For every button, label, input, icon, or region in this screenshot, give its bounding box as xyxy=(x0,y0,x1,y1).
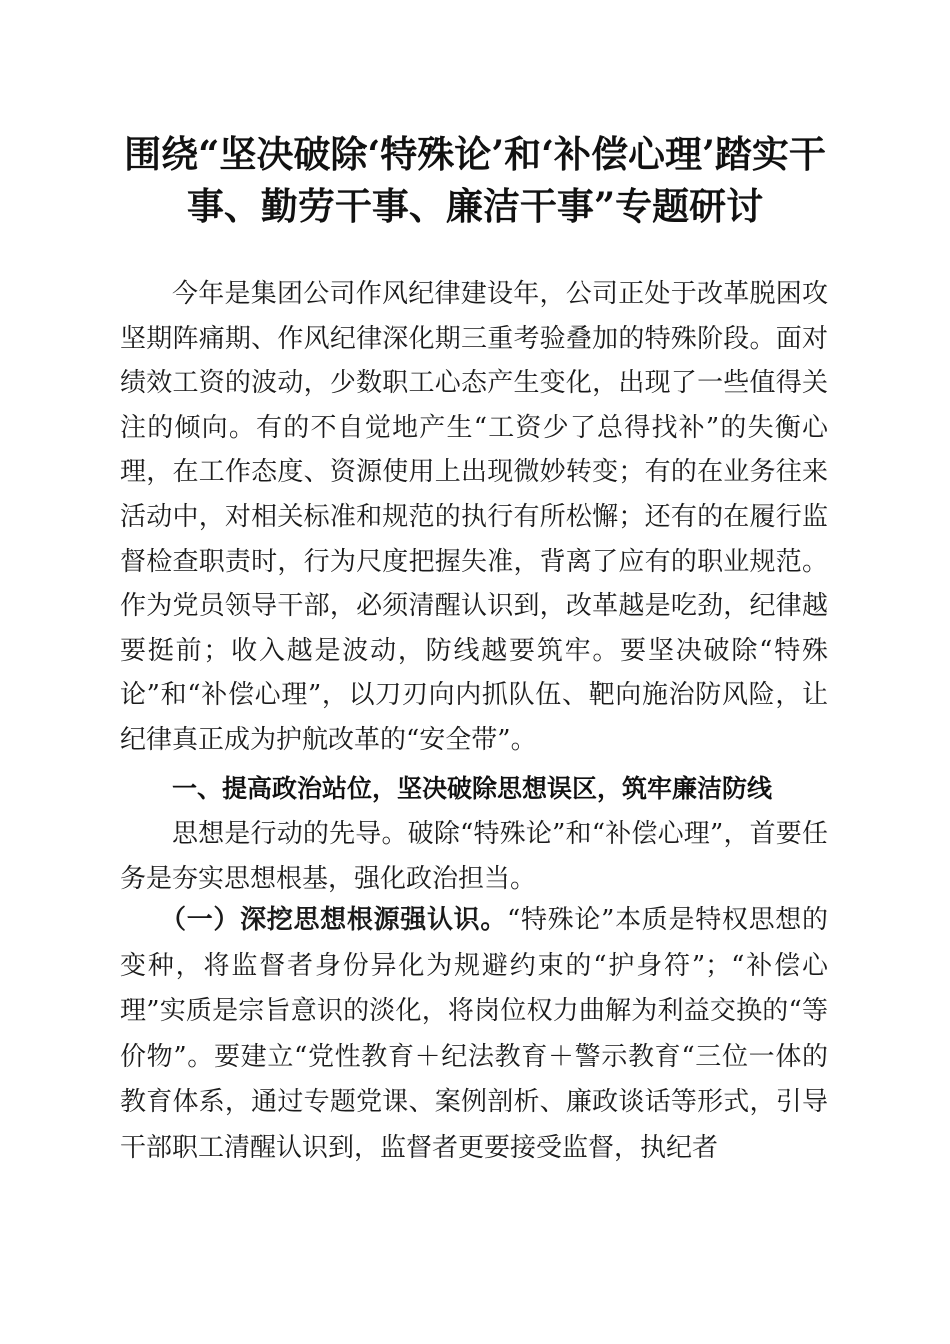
subsection-1-label: （一）深挖思想根源强认识。 xyxy=(160,905,508,935)
intro-paragraph: 今年是集团公司作风纪律建设年，公司正处于改革脱困攻坚期阵痛期、作风纪律深化期三重考验叠加的特殊阶段。面对绩效工资的波动，少数职工心态产生变化，出现了一些值得关注的倾向。有的不自觉地产生“工资少了总得找补”的失衡心理，在工作态度、资源使用上出现微妙转变；有的在业务往来活动中，对相关标准和规范的执行有所松懈；还有的在履行监督检查职责时，行为尺度把握失准，背离了应有的职业规范。作为党员领导干部，必须清醒认识到，改革越是吃劲，纪律越要挺前；收入越是波动，防线越要筑牢。要坚决破除“特殊论”和“补偿心理”，以刀刃向内抓队伍、靶向施治防风险，让纪律真正成为护航改革的“安全带”。 xyxy=(120,279,828,755)
document-title: 围绕“坚决破除‘特殊论’和‘补偿心理’踏实干事、勤劳干事、廉洁干事”专题研讨 xyxy=(124,132,826,228)
section-1-paragraph: 思想是行动的先导。破除“特殊论”和“补偿心理”，首要任务是夯实思想根基，强化政治担当。 xyxy=(120,819,828,894)
subsection-1-paragraph xyxy=(120,898,828,1171)
subsection-1-text: “特殊论”本质是特权思想的变种，将监督者身份异化为规避约束的“护身符”；“补偿心理”实质是宗旨意识的淡化，将岗位权力曲解为利益交换的“等价物”。要建立“党性教育＋纪法教育＋警示教育“三位一体的教育体系，通过专题党课、案例剖析、廉政谈话等形式，引导干部职工清醒认识到，监督者更要接受监督，执纪者 xyxy=(120,905,828,1163)
section-1-heading: 一、提高政治站位，坚决破除思想误区，筑牢廉洁防线 xyxy=(172,774,773,803)
